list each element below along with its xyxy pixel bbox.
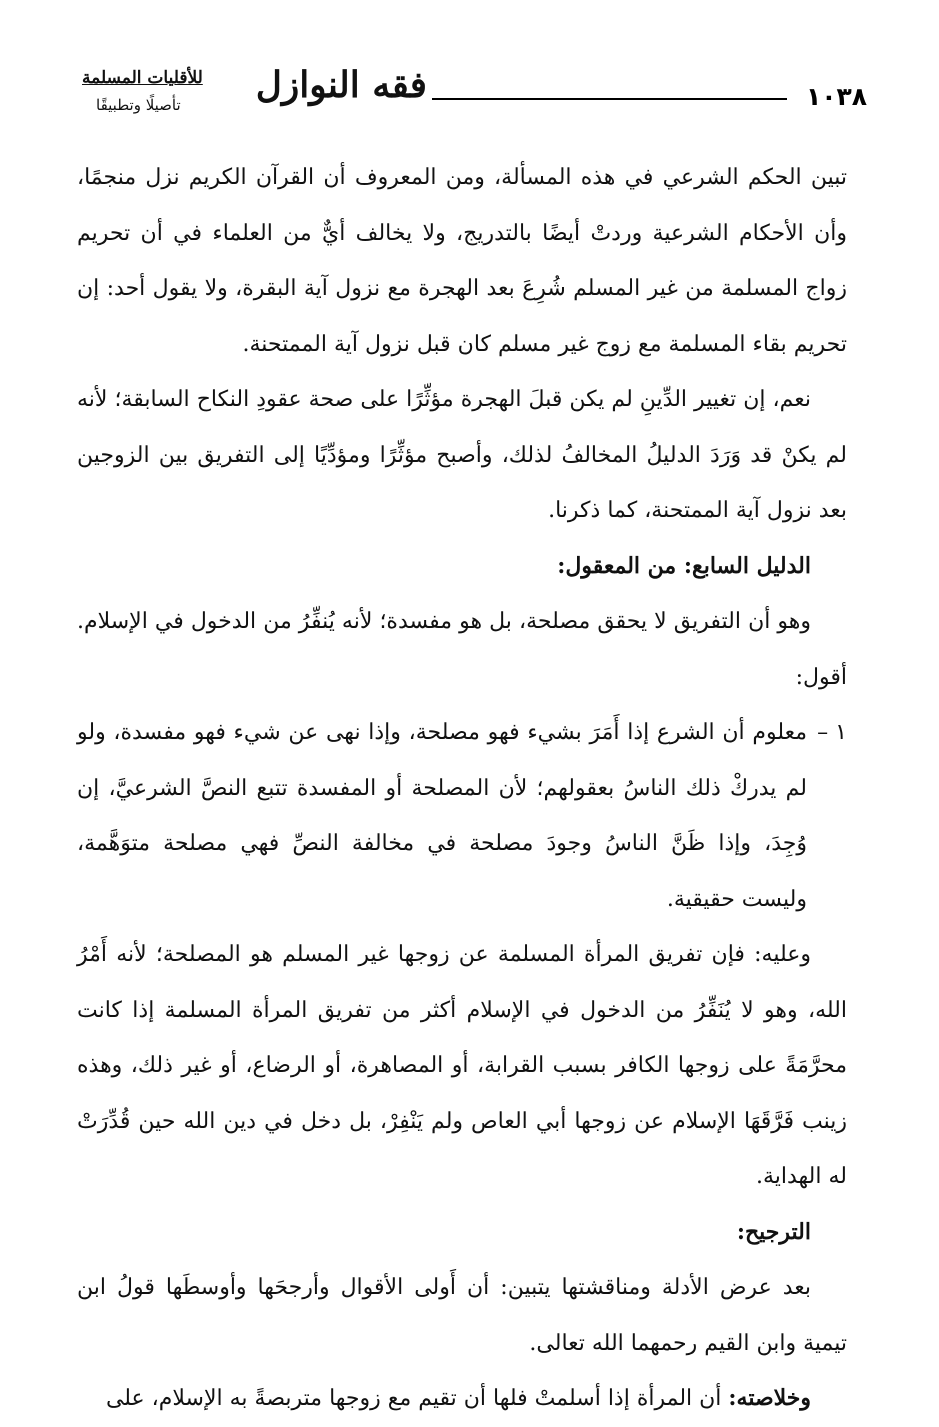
summary-text: أن المرأة إذا أسلمتْ فلها أن تقيم مع زوجها متربصةً به الإسلام، على xyxy=(105,1386,729,1411)
section-heading-seventh-evidence: الدليل السابع: من المعقول: xyxy=(557,552,811,579)
summary-lead: وخلاصته: xyxy=(728,1385,811,1411)
book-subtitle-secondary: تأصيلًا وتطبيقًا xyxy=(96,96,181,114)
paragraph-4: وعليه: فإن تفريق المرأة المسلمة عن زوجها غير المسلم هو المصلحة؛ لأنه أَمْرُ الله، وهو لا يُنَفِّرُ من الدخول في الإسلام أكثر من تفريق المرأة المسلمة إذا كانت محرَّمَةً على زوجها الكافر بسبب القرابة، أو المصاهرة، أو الرضاع، أو غير ذلك، وهذه زينب فَرَّقَهَا الإسلام عن زوجها أبي العاص ولم يَنْفِرْ، بل دخل في دين الله حين قُدِّرَتْ له الهداية. xyxy=(77,942,847,1189)
section-heading-tarjih: الترجيح: xyxy=(736,1218,811,1245)
paragraph-5: بعد عرض الأدلة ومناقشتها يتبين: أن أَولى الأقوال وأرجحَها وأوسطَها قولُ ابن تيمية وابن القيم رحمهما الله تعالى. xyxy=(77,1275,847,1356)
book-subtitle: للأقليات المسلمة xyxy=(82,68,203,88)
item-number: ١ – xyxy=(817,720,847,745)
book-title: فقه النوازل xyxy=(255,64,427,106)
paragraph-2: نعم، إن تغيير الدِّينِ لم يكن قبلَ الهجرة مؤثِّرًا على صحة عقودِ النكاح السابقة؛ لأنه لم يكنْ قد وَرَدَ الدليلُ المخالفُ لذلك، وأصبح مؤثِّرًا ومؤدِّيًا إلى التفريق بين الزوجين بعد نزول آية الممتحنة، كما ذكرنا. xyxy=(77,387,847,523)
numbered-item-1 xyxy=(77,705,847,927)
book-title-block xyxy=(82,62,427,132)
paragraph-1: تبين الحكم الشرعي في هذه المسألة، ومن المعروف أن القرآن الكريم نزل منجمًا، وأن الأحكام الشرعية وردتْ أيضًا بالتدريج، ولا يخالف أيٌّ من العلماء في أن تحريم زواج المسلمة من غير المسلم شُرِعَ بعد الهجرة مع نزول آية البقرة، ولا يقول أحد: إن تحريم بقاء المسلمة مع زوج غير مسلم كان قبل نزول آية الممتحنة. xyxy=(77,165,847,357)
numbered-item-text: معلوم أن الشرع إذا أَمَرَ بشيء فهو مصلحة، وإذا نهى عن شيء فهو مفسدة، ولو لم يدركْ ذلك الناسُ بعقولهم؛ لأن المصلحة أو المفسدة تتبع النصَّ الشرعيَّ، إن وُجِدَ، وإذا ظَنَّ الناسُ وجودَ مصلحة في مخالفة النصِّ فهي مصلحة متوَهَّمة، وليست حقيقية. xyxy=(77,720,807,912)
page-header xyxy=(82,62,867,132)
page-body xyxy=(77,150,847,1427)
header-rule xyxy=(432,98,787,100)
paragraph-6 xyxy=(77,1371,847,1427)
paragraph-3: وهو أن التفريق لا يحقق مصلحة، بل هو مفسدة؛ لأنه يُنفِّرُ من الدخول في الإسلام. أقول: xyxy=(77,609,847,690)
page-number: ١٠٣٨ xyxy=(805,82,867,111)
